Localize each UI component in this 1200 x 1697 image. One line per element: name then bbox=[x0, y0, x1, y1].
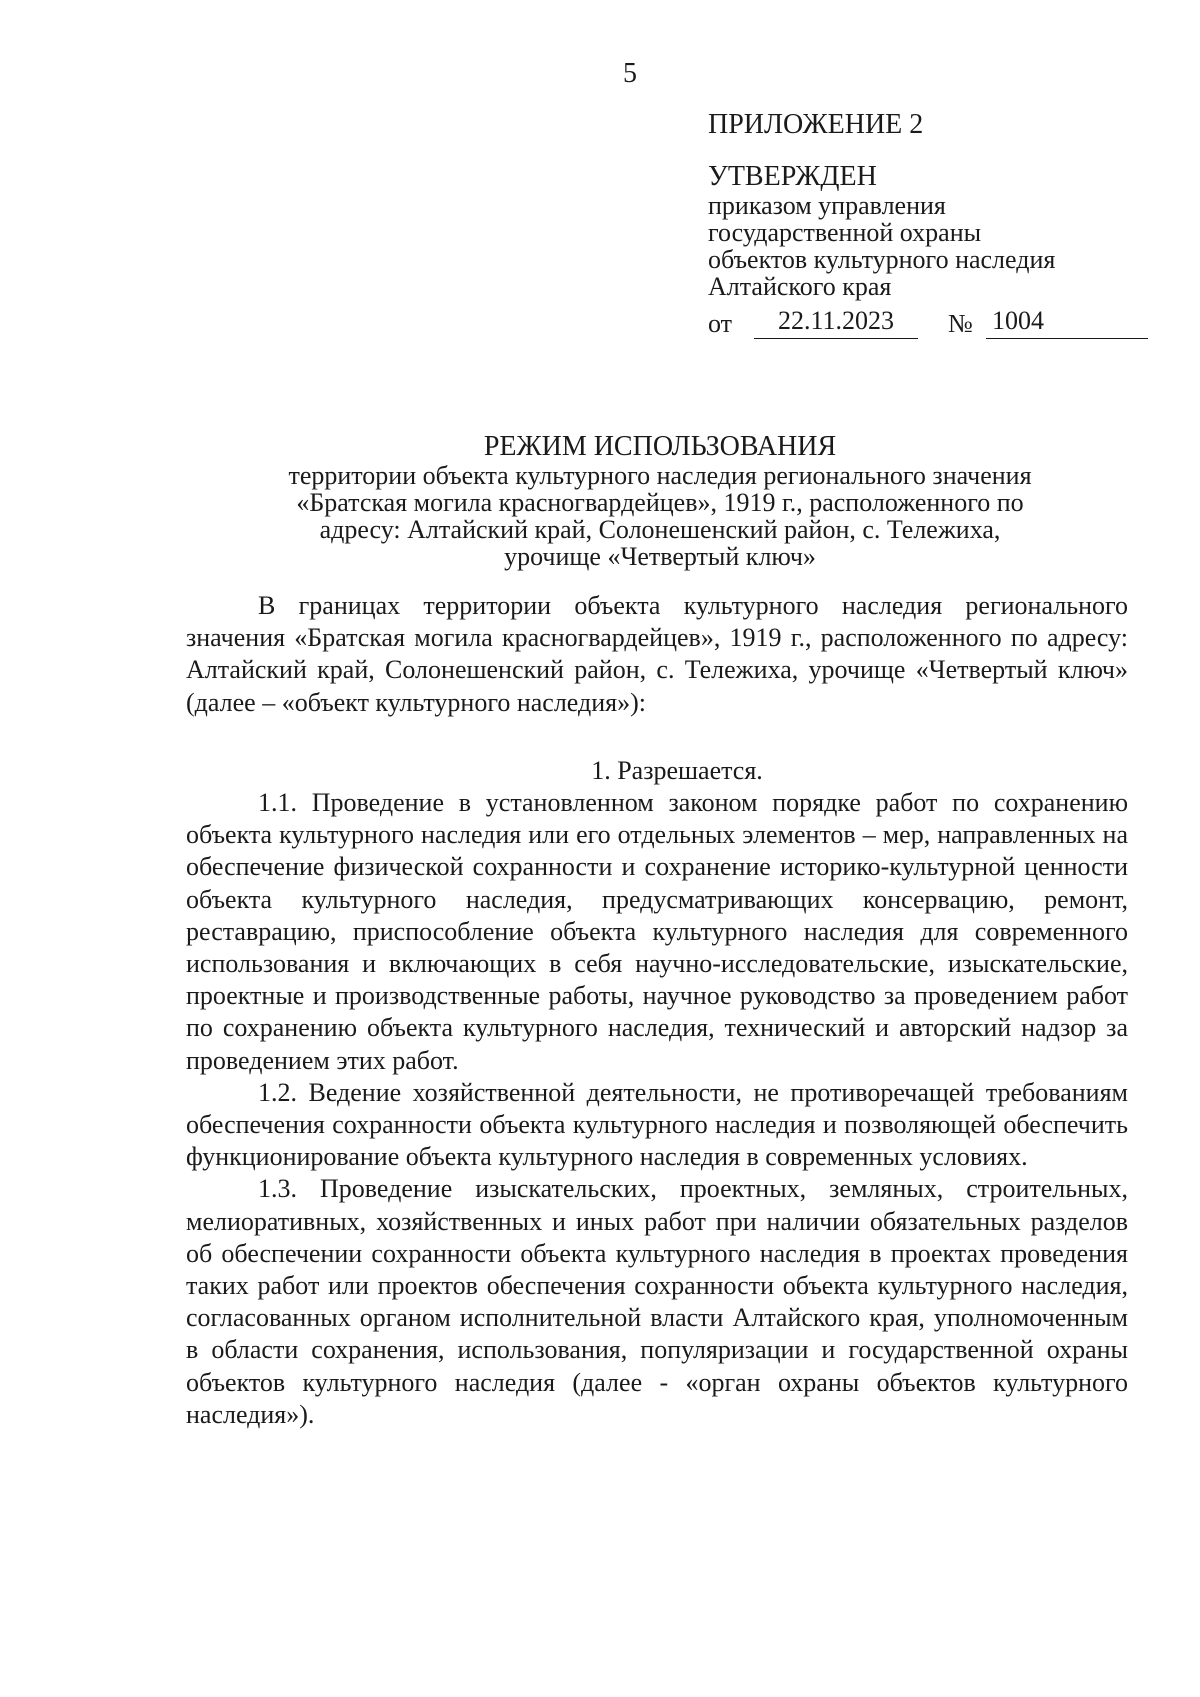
heading-title: РЕЖИМ ИСПОЛЬЗОВАНИЯ bbox=[483, 431, 837, 462]
clause-1-2: 1.2. Ведение хозяйственной деятельности, не противоречащей требованиям обеспечения сохранности объекта культурного наследия и позволяющей обеспечить функционирование объекта культурного наследия в современных условиях. bbox=[186, 1077, 1128, 1172]
order-date-row bbox=[708, 306, 1148, 339]
section-title: 1. Разрешается. bbox=[591, 755, 763, 785]
document-heading bbox=[160, 432, 1160, 570]
approved-title: УТВЕРЖДЕН bbox=[708, 161, 877, 192]
number-label: № bbox=[948, 309, 973, 338]
clause-1-1: 1.1. Проведение в установленном законом порядке работ по сохранению объекта культурного наследия или его отдельных элементов – мер, направленных на обеспечение физической сохранности и сохранение историко-культурной ценности объекта культурного наследия, предусматривающих консервацию, ремонт, реставрацию, приспособление объекта культурного наследия для современного использования и включающих в себя научно-исследовательские, изыскательские, проектные и производственные работы, научное руководство за проведением работ по сохранению объекта культурного наследия, технический и авторский надзор за проведением этих работ. bbox=[186, 788, 1128, 1075]
document-body bbox=[186, 590, 1128, 1431]
approval-line: объектов культурного наследия bbox=[708, 245, 1056, 274]
order-date: 22.11.2023 bbox=[754, 306, 918, 339]
order-number: 1004 bbox=[986, 306, 1148, 339]
intro-paragraph: В границах территории объекта культурного наследия регионального значения «Братская могила красногвардейцев», 1919 г., расположенного по адресу: Алтайский край, Солонешенский район, с. Тележиха, урочище «Четвертый ключ» (далее – «объект культурного наследия»): bbox=[186, 591, 1128, 717]
appendix-label: ПРИЛОЖЕНИЕ 2 bbox=[708, 109, 924, 140]
heading-line: территории объекта культурного наследия регионального значения bbox=[288, 461, 1032, 490]
page-number: 5 bbox=[623, 58, 637, 89]
heading-line: адресу: Алтайский край, Солонешенский район, с. Тележиха, bbox=[319, 515, 1001, 544]
clause-1-3: 1.3. Проведение изыскательских, проектных, земляных, строительных, мелиоративных, хозяйственных и иных работ при наличии обязательных разделов об обеспечении сохранности объекта культурного наследия в проектах проведения таких работ или проектов обеспечения сохранности объекта культурного наследия, согласованных органом исполнительной власти Алтайского края, уполномоченным в области сохранения, использования, популяризации и государственной охраны объектов культурного наследия (далее - «орган охраны объектов культурного наследия»). bbox=[186, 1174, 1128, 1429]
heading-line: «Братская могила красногвардейцев», 1919 г., расположенного по bbox=[296, 488, 1024, 517]
approval-line: приказом управления bbox=[708, 191, 946, 220]
approval-block bbox=[708, 108, 1148, 339]
approval-line: государственной охраны bbox=[708, 218, 982, 247]
approval-line: Алтайского края bbox=[708, 272, 892, 301]
date-label: от bbox=[708, 309, 733, 338]
heading-line: урочище «Четвертый ключ» bbox=[504, 542, 816, 571]
